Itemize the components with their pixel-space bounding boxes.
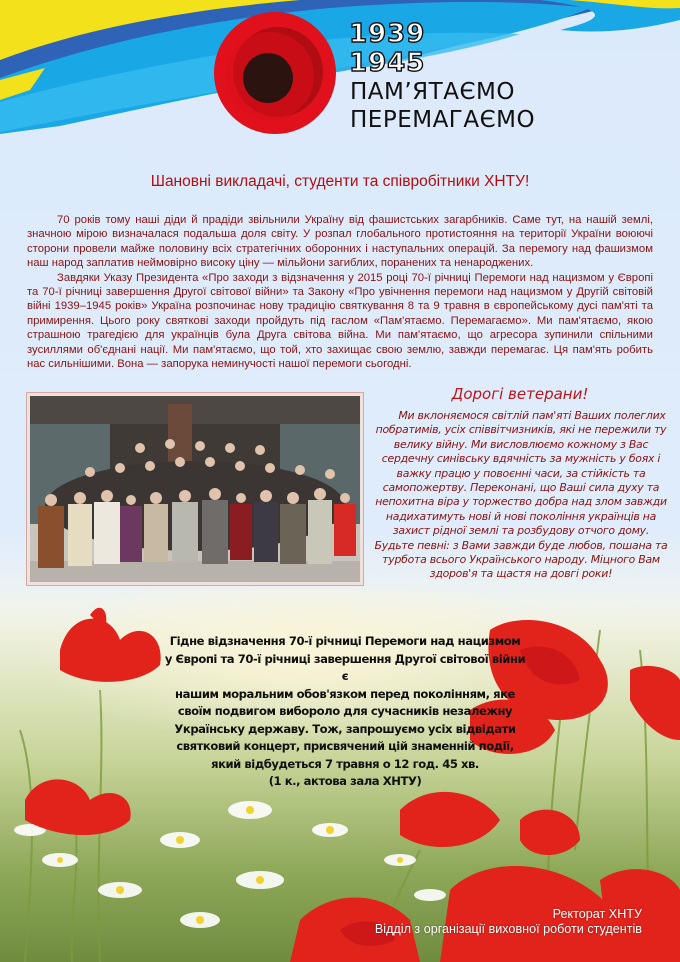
veterans-photo-frame: [26, 392, 364, 586]
invitation-line: своїм подвигом виборолo для сучасників незалежну: [177, 704, 513, 718]
intro-paragraph: 70 років тому наші діди й прадіди звільнили Україну від фашистських загарбників. Саме тут, на нашій землі, значною мірою визначалася подальша доля світу. У розпал глобального протистояння на території України воюючі сторони провели майже половину всіх стратегічних оборонних і наступальних операцій. За перемогу над фашизмом наш народ заплатив неймовірно високу ціну — мільйони загиблих, поранених та ненароджених.: [27, 214, 653, 270]
poppy-logo-icon: [212, 10, 338, 136]
signature: [375, 907, 642, 937]
logo-year-end: 1945: [349, 48, 426, 78]
intro-paragraph: Завдяки Указу Президента «Про заходи з відзначення у 2015 році 70-ї річниці Перемоги над нацизмом у Європі та 70-ї річниці завершення Другої світової війни» та Закону «Про увічнення перемоги над нацизмом у Другій світовій війні 1939–1945 років» Україна розпочинає нову традицію святкування 8 та 9 травня в європейському дусі пам'яті та примирення. Цього року святкові заходи пройдуть під гаслом «Пам'ятаємо. Перемагаємо». Ми пам'ятаємо, якою страшною трагедією для українців була Друга світова війна. Ми пам'ятаємо, що агресора зупинили спільними зусиллями об'єднані нації. Ми пам'ятаємо, що той, хто захищає свою землю, завжди перемагає. Ця пам'ять робить нас сильнішими. Вона — запорука неминучості нашої перемоги сьогодні.: [27, 271, 653, 371]
logo-slogan-win: ПЕРЕМАГАЄМО: [350, 107, 536, 133]
invitation-line: у Європі та 70-ї річниці завершення Другої світової війни є: [164, 651, 526, 683]
invitation-venue: (1 к., актова зала ХНТУ): [268, 774, 422, 788]
concert-invitation: [160, 633, 530, 791]
intro-text: [27, 213, 653, 371]
flag-ribbon-image: [0, 0, 680, 140]
logo-year-start: 1939: [349, 19, 426, 49]
invitation-line: святковий концерт, присвячений цій знаменній події,: [176, 739, 514, 753]
veterans-text: [372, 409, 670, 582]
invitation-line: Гідне відзначення 70-ї річниці Перемоги над нацизмом: [169, 634, 521, 648]
veterans-paragraph: Ми вклоняємося світлій пам'яті Ваших полеглих побратимів, усіх співвітчизників, які не пережили ту велику війну. Ми висловлюємо кожному з Вас сердечну синівську вдячність за мужність у боях і важку працю у повоєнні часи, за стійкість та самопожертву. Переконані, що Ваші сила духу та непохитна віра у торжество добра над злом завжди надихатимуть нові й нові покоління українців на захист рідної землі та розбудову отчого дому. Будьте певні: з Вами завжди буде любов, пошана та турбота всього Українського народу. Міцного Вам здоров'я та щастя на довгі роки!: [374, 409, 668, 581]
veterans-heading: Дорогі ветерани!: [451, 385, 589, 403]
signature-department: Відділ з організації виховної роботи студентів: [374, 922, 642, 936]
greeting-heading: Шановні викладачі, студенти та співробітники ХНТУ!: [150, 173, 530, 190]
invitation-line: Українську державу. Тож, запрошуємо усіх відвідати: [174, 721, 516, 736]
logo-slogan-remember: ПАМ’ЯТАЄМО: [350, 79, 515, 105]
veterans-group-photo: [30, 396, 360, 582]
invitation-line: який відбудеться 7 травня о 12 год. 45 хв.: [211, 756, 479, 771]
invitation-line: нашим моральним обов'язком перед поколінням, яке: [175, 686, 515, 701]
signature-rectorate: Ректорат ХНТУ: [552, 907, 642, 921]
